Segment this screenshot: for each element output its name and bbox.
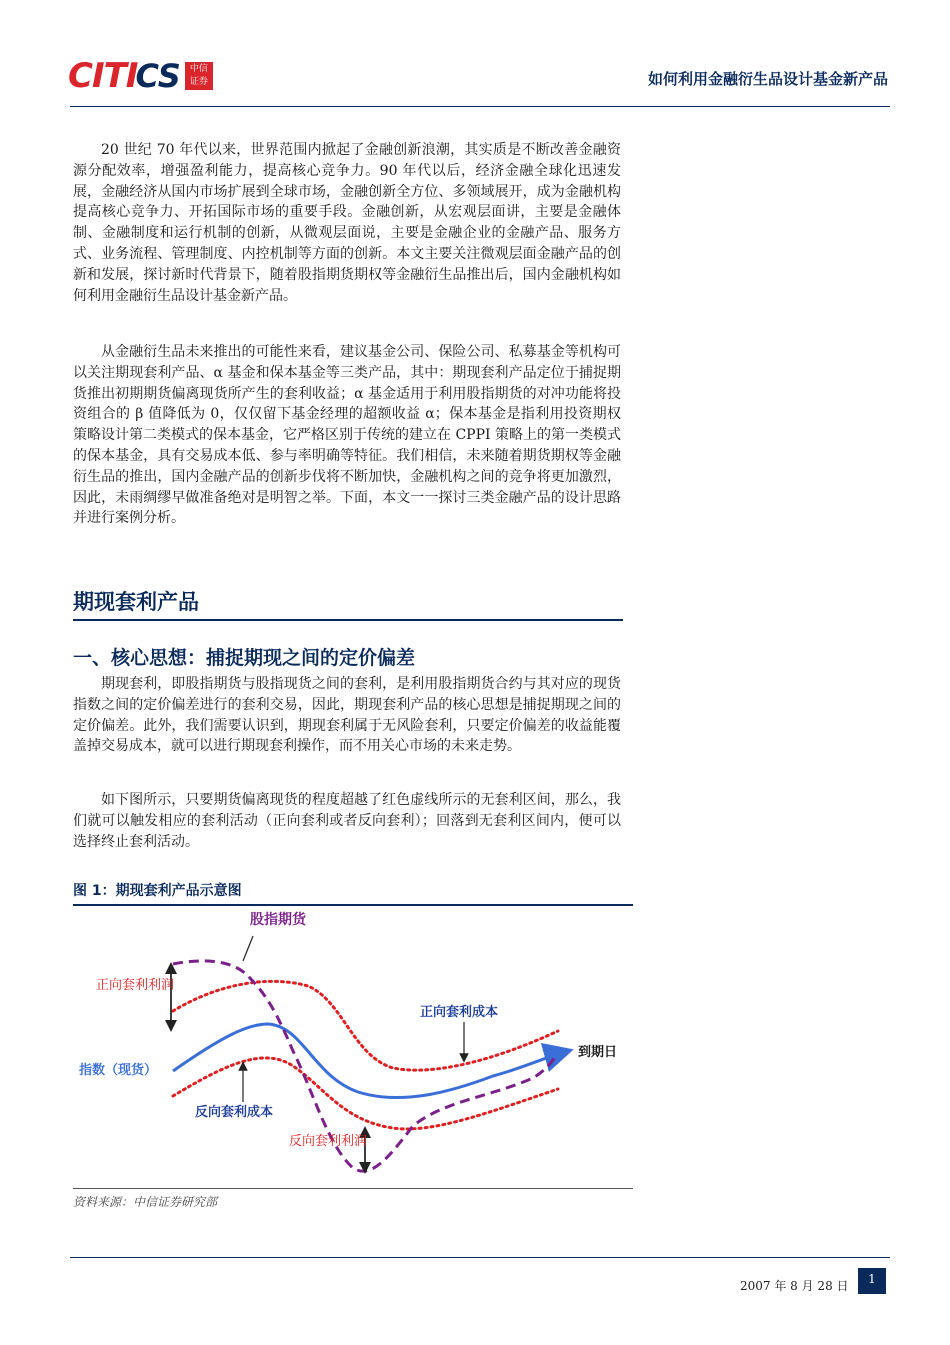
logo-badge [185, 62, 213, 90]
report-title: 如何利用金融衍生品设计基金新产品 [647, 70, 888, 88]
label-forward-profit: 正向套利利润 [96, 978, 175, 993]
body-paragraph-3: 期现套利，即股指期货与股指现货之间的套利，是利用股指期货合约与其对应的现货指数之间的定价偏差进行的套利交易，因此，期现套利产品的核心思想是捕捉期现之间的定价偏差。此外，我们需要认识到，期现套利属于无风险套利，只要定价偏差的收益能覆盖掉交易成本，就可以进行期现套利操作，而不用关心市场的未来走势。 [73, 676, 621, 755]
section-title: 期现套利产品 [73, 590, 199, 614]
futures-label-pointer [243, 936, 253, 961]
footer-date: 2007 年 8 月 28 日 [740, 1279, 849, 1293]
logo-text: CITI [68, 56, 138, 96]
label-forward-cost: 正向套利成本 [420, 1005, 499, 1020]
figure-source: 资料来源：中信证券研究部 [73, 1195, 218, 1209]
figure-title: 图 1：期现套利产品示意图 [73, 883, 242, 899]
logo-cs: CS [135, 57, 181, 95]
footer-divider [70, 1257, 890, 1258]
page-number: 1 [858, 1268, 886, 1294]
logo-badge-top: 中信 [189, 64, 208, 74]
body-paragraph-4: 如下图所示，只要期货偏离现货的程度超越了红色虚线所示的无套利区间，那么，我们就可以触发相应的套利活动（正向套利或者反向套利）；回落到无套利区间内，便可以选择终止套利活动。 [73, 792, 621, 850]
citics-logo [68, 56, 213, 96]
label-expiry: 到期日 [578, 1045, 618, 1060]
intro-paragraph-2: 从金融衍生品未来推出的可能性来看，建议基金公司、保险公司、私募基金等机构可以关注期现套利产品、α 基金和保本基金等三类产品，其中：期现套利产品定位于捕捉期货推出初期期货偏离现货所产生的套利收益；α 基金适用于利用股指期货的对冲功能将投资组合的 β 值降低为 0，仅仅留下基金经理的超额收益 α；保本基金是指利用投资期权策略设计第二类模式的保本基金，它严格区别于传统的建立在 CPPI 策略上的第一类模式的保本基金，具有交易成本低、参与率明确等特征。我们相信，未来随着期货期权等金融衍生品的推出，国内金融产品的创新步伐将不断加快，金融机构之间的竞争将更加激烈，因此，未雨绸缪早做准备绝对是明智之举。下面，本文一一探讨三类金融产品的设计思路并进行案例分析。 [73, 344, 621, 527]
label-reverse-profit: 反向套利利润 [289, 1134, 368, 1149]
logo-badge-bottom: 证券 [189, 77, 208, 87]
intro-paragraph-1: 20 世纪 70 年代以来，世界范围内掀起了金融创新浪潮，其实质是不断改善金融资源分配效率，增强盈利能力，提高核心竞争力。90 年代以后，经济金融全球化迅速发展，金融经济从国内市场扩展到全球市场，金融创新全方位、多领域展开，成为金融机构提高核心竞争力、开拓国际市场的重要手段。金融创新，从宏观层面讲，主要是金融体制、金融制度和运行机制的创新，从微观层面说，主要是金融企业的金融产品、服务方式、业务流程、管理制度、内控机制等方面的创新。本文主要关注微观层面金融产品的创新和发展，探讨新时代背景下，随着股指期货期权等金融衍生品推出后，国内金融机构如何利用金融衍生品设计基金新产品。 [73, 142, 621, 304]
label-futures: 股指期货 [250, 912, 306, 928]
arbitrage-diagram [73, 906, 633, 1188]
header-divider [70, 106, 890, 107]
figure-bottom-divider [73, 1188, 633, 1189]
section-divider [73, 619, 623, 621]
upper-band-curve [173, 981, 558, 1070]
label-reverse-cost: 反向套利成本 [195, 1105, 274, 1120]
label-index: 指数（现货） [79, 1063, 158, 1078]
subsection-title: 一、核心思想：捕捉期现之间的定价偏差 [73, 647, 416, 669]
